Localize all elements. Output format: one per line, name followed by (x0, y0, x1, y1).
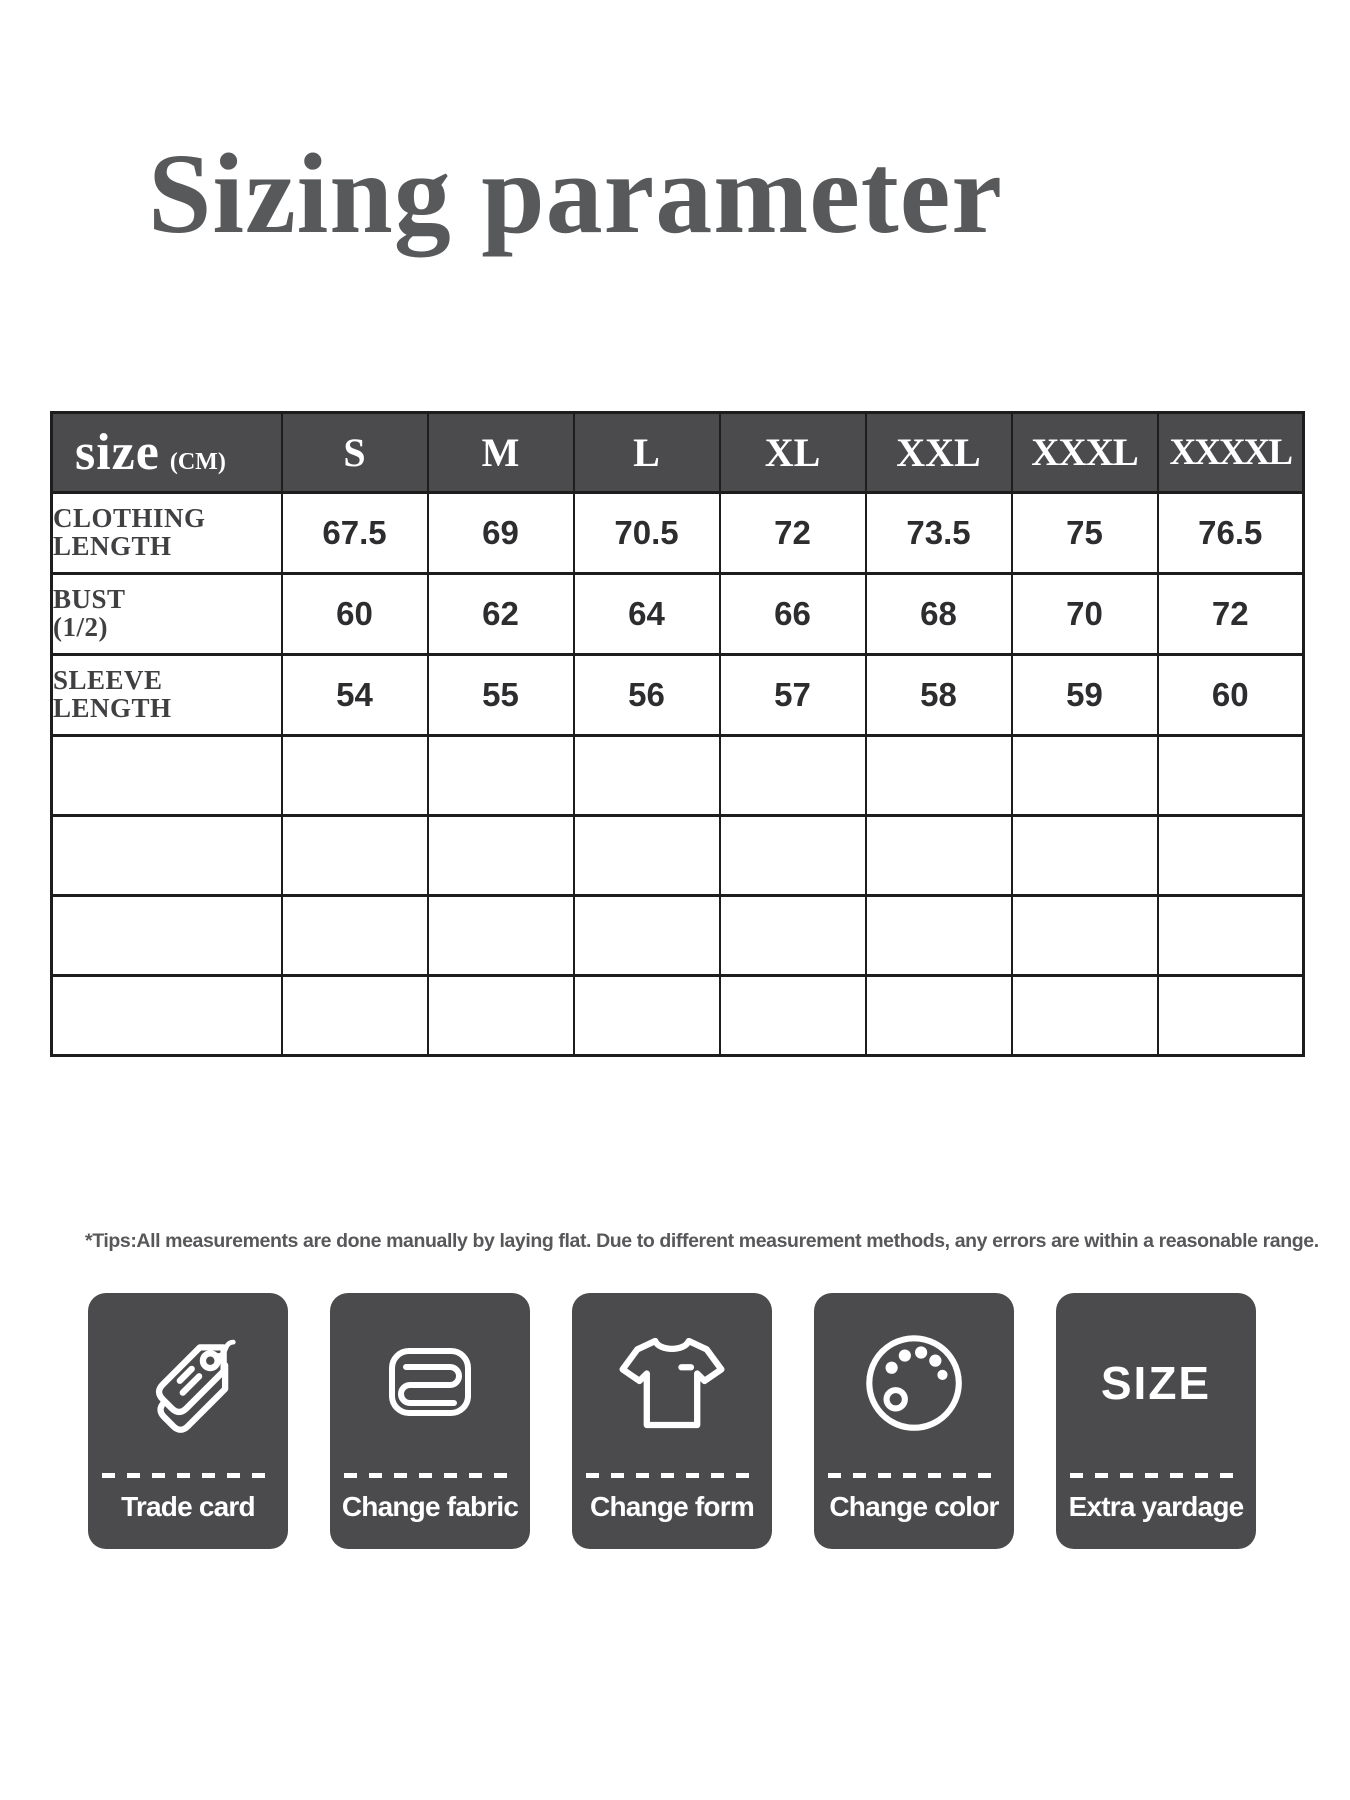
feature-card-extra-yardage (1056, 1293, 1256, 1549)
price-tag-icon (88, 1293, 288, 1473)
value-cell: 56 (574, 655, 720, 736)
row-label-line1: CLOTHING (53, 503, 206, 534)
value-cell: 70.5 (574, 493, 720, 574)
table-empty-row (52, 896, 1304, 976)
card-label: Trade card (121, 1491, 255, 1522)
empty-cell (720, 736, 866, 816)
value-cell: 67.5 (282, 493, 428, 574)
empty-cell (866, 736, 1012, 816)
empty-cell (574, 736, 720, 816)
folded-fabric-icon (330, 1293, 530, 1473)
size-word-label: size (75, 424, 160, 481)
feature-card-change-fabric (330, 1293, 530, 1549)
empty-cell (428, 736, 574, 816)
empty-cell (428, 976, 574, 1056)
feature-card-change-color (814, 1293, 1014, 1549)
value-cell: 66 (720, 574, 866, 655)
value-cell: 58 (866, 655, 1012, 736)
empty-cell (1158, 816, 1304, 896)
empty-cell (1158, 976, 1304, 1056)
col-header-s: S (282, 413, 428, 493)
feature-card-change-form (572, 1293, 772, 1549)
empty-cell (574, 976, 720, 1056)
value-cell: 54 (282, 655, 428, 736)
card-label: Change form (590, 1491, 754, 1522)
size-text-icon-word: SIZE (1100, 1357, 1212, 1409)
tips-text: *Tips:All measurements are done manually by laying flat. Due to different measurement methods, any errors are within a reasonable range. (85, 1230, 1319, 1252)
empty-cell (1012, 736, 1158, 816)
empty-cell (52, 816, 282, 896)
row-label-line2: LENGTH (53, 693, 172, 723)
table-row-sleeve-length (52, 655, 1304, 736)
empty-cell (866, 816, 1012, 896)
page-title: Sizing parameter (148, 130, 1003, 257)
card-dashed-divider (344, 1473, 516, 1478)
row-label-line1: BUST (53, 584, 126, 615)
value-cell: 59 (1012, 655, 1158, 736)
empty-cell (1012, 976, 1158, 1056)
size-unit-header-cell (52, 413, 282, 493)
empty-cell (282, 896, 428, 976)
empty-cell (52, 896, 282, 976)
row-label-line1: SLEEVE (53, 665, 163, 696)
empty-cell (52, 976, 282, 1056)
value-cell: 55 (428, 655, 574, 736)
col-header-xl: XL (720, 413, 866, 493)
card-label: Change color (829, 1491, 999, 1522)
value-cell: 60 (282, 574, 428, 655)
feature-card-trade-card (88, 1293, 288, 1549)
empty-cell (866, 976, 1012, 1056)
col-header-xxxl: XXXL (1012, 413, 1158, 493)
empty-cell (866, 896, 1012, 976)
empty-cell (1158, 736, 1304, 816)
table-row-bust (52, 574, 1304, 655)
value-cell: 70 (1012, 574, 1158, 655)
empty-cell (1012, 816, 1158, 896)
value-cell: 68 (866, 574, 1012, 655)
empty-cell (574, 816, 720, 896)
empty-cell (282, 816, 428, 896)
value-cell: 57 (720, 655, 866, 736)
size-table (50, 411, 1305, 1057)
empty-cell (720, 976, 866, 1056)
value-cell: 60 (1158, 655, 1304, 736)
size-unit-label: (CM) (169, 449, 226, 475)
size-text-icon (1056, 1293, 1256, 1473)
empty-cell (282, 976, 428, 1056)
value-cell: 72 (720, 493, 866, 574)
value-cell: 62 (428, 574, 574, 655)
row-label-clothing-length (52, 493, 282, 574)
empty-cell (1158, 896, 1304, 976)
col-header-l: L (574, 413, 720, 493)
empty-cell (720, 896, 866, 976)
t-shirt-icon (572, 1293, 772, 1473)
empty-cell (52, 736, 282, 816)
value-cell: 72 (1158, 574, 1304, 655)
col-header-xxxxl: XXXXL (1158, 413, 1304, 493)
value-cell: 73.5 (866, 493, 1012, 574)
card-dashed-divider (586, 1473, 758, 1478)
table-empty-row (52, 736, 1304, 816)
col-header-m: M (428, 413, 574, 493)
card-dashed-divider (102, 1473, 274, 1478)
value-cell: 76.5 (1158, 493, 1304, 574)
card-label: Change fabric (341, 1491, 519, 1522)
card-label: Extra yardage (1068, 1491, 1244, 1522)
row-label-line2: LENGTH (53, 531, 172, 561)
value-cell: 69 (428, 493, 574, 574)
card-dashed-divider (828, 1473, 1000, 1478)
empty-cell (720, 816, 866, 896)
empty-cell (428, 816, 574, 896)
empty-cell (282, 736, 428, 816)
empty-cell (574, 896, 720, 976)
table-row-clothing-length (52, 493, 1304, 574)
table-empty-row (52, 816, 1304, 896)
card-dashed-divider (1070, 1473, 1242, 1478)
row-label-sleeve-length (52, 655, 282, 736)
empty-cell (1012, 896, 1158, 976)
row-label-line2: (1/2) (53, 612, 108, 642)
col-header-xxl: XXL (866, 413, 1012, 493)
value-cell: 75 (1012, 493, 1158, 574)
size-table-header-row (52, 413, 1304, 493)
paint-palette-icon (814, 1293, 1014, 1473)
empty-cell (428, 896, 574, 976)
table-empty-row (52, 976, 1304, 1056)
row-label-bust (52, 574, 282, 655)
feature-cards-row (88, 1293, 1256, 1549)
value-cell: 64 (574, 574, 720, 655)
